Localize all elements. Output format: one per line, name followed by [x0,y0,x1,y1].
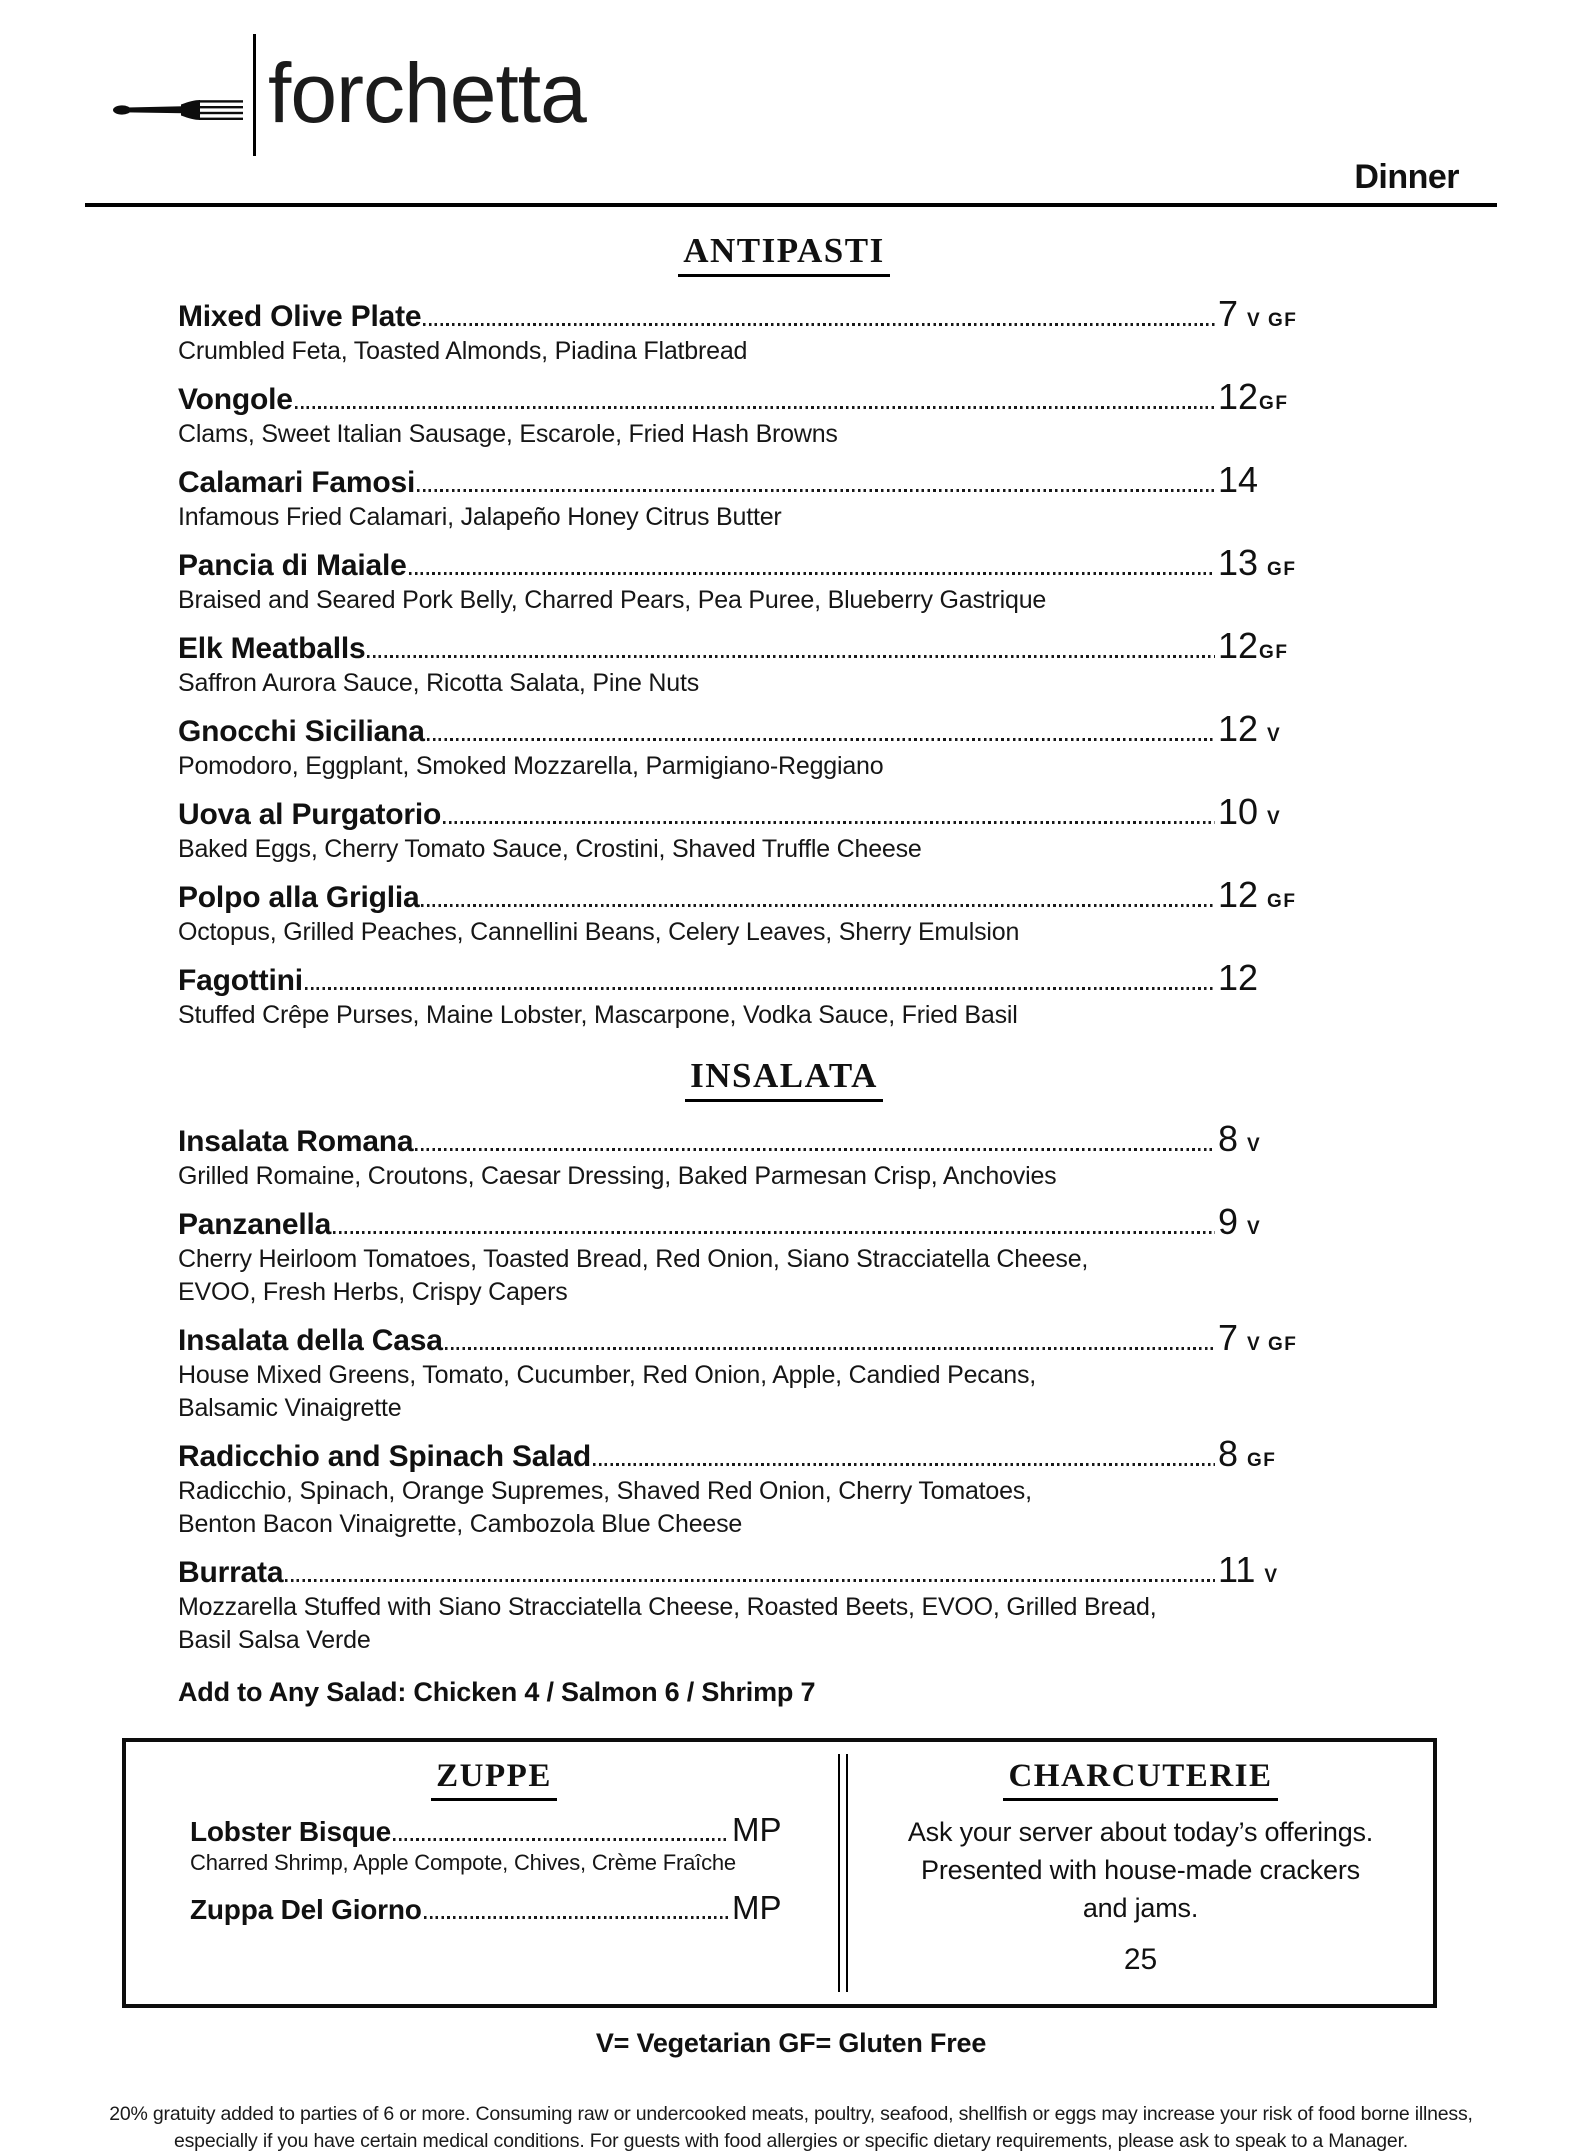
menu-item-name: Uova al Purgatorio [178,798,442,831]
menu-item-row [178,459,1330,501]
price-value: MP [732,1889,782,1926]
menu-item-row [178,708,1330,750]
description-line: Saffron Aurora Sauce, Ricotta Salata, Pine Nuts [178,669,699,697]
footer-disclaimer [0,2101,1582,2155]
menu-title: Dinner [1354,158,1459,196]
description-line: Pomodoro, Eggplant, Smoked Mozzarella, Parmigiano-Reggiano [178,752,884,780]
dietary-tags: V GF [1247,310,1298,331]
menu-item-description [178,1359,1330,1425]
description-line: Crumbled Feta, Toasted Almonds, Piadina Flatbread [178,337,748,365]
dietary-tags: V [1264,1566,1279,1587]
menu-item-description [178,916,1330,949]
menu-item-row [178,293,1330,335]
menu-item-row [178,957,1330,999]
menu-item-description [178,1475,1330,1541]
price-value: 9 [1218,1201,1239,1242]
menu-item-description [178,750,1330,783]
dietary-tags: GF [1247,1450,1277,1471]
price-value: MP [732,1811,782,1848]
menu-item-row [190,1889,798,1927]
menu-item [178,708,1330,783]
section-heading-text: ANTIPASTI [678,231,890,277]
dotted-leader [593,1463,1215,1466]
dotted-leader [424,1916,729,1919]
menu-item [178,376,1330,451]
zuppe-items [190,1811,798,1927]
description-line: Benton Bacon Vinaigrette, Cambozola Blue Cheese [178,1510,743,1538]
dotted-leader [333,1231,1215,1234]
menu-item-description [178,1591,1330,1657]
menu-item-name: Insalata Romana [178,1125,414,1158]
logo-divider [253,34,256,156]
zuppe-heading-text: ZUPPE [431,1758,557,1801]
menu-item-price [1218,1549,1330,1591]
menu-item-row [178,874,1330,916]
brand-name: forchetta [268,46,586,140]
description-line: Grilled Romaine, Croutons, Caesar Dressing, Baked Parmesan Crisp, Anchovies [178,1162,1057,1190]
zuppe-section [126,1742,838,2004]
dietary-tags: V [1267,808,1282,829]
menu-item [178,1201,1330,1309]
menu-item-price [1218,293,1330,335]
description-line: Octopus, Grilled Peaches, Cannellini Beans, Celery Leaves, Sherry Emulsion [178,918,1020,946]
description-line: Braised and Seared Pork Belly, Charred Pears, Pea Puree, Blueberry Gastrique [178,586,1047,614]
description-line: EVOO, Fresh Herbs, Crispy Capers [178,1278,568,1306]
menu-item [178,293,1330,368]
description-line: Charred Shrimp, Apple Compote, Chives, Crème Fraîche [190,1850,736,1875]
menu-item [190,1889,798,1927]
price-value: 8 [1218,1118,1239,1159]
charcuterie-heading-text: CHARCUTERIE [1003,1758,1277,1801]
charcuterie-line: Presented with house-made crackers [921,1855,1360,1885]
section-heading-text: INSALATA [685,1056,883,1102]
menu-item-name: Pancia di Maiale [178,549,407,582]
charcuterie-section [848,1742,1433,2004]
section-items [178,293,1330,1032]
menu-item-price [1218,708,1330,750]
menu-item-description [178,833,1330,866]
menu-item-name: Zuppa Del Giorno [190,1894,422,1925]
price-value: 7 [1218,293,1239,334]
charcuterie-line: Ask your server about today’s offerings. [907,1817,1374,1847]
menu-item-description [178,1243,1330,1309]
menu-item-price [1218,957,1330,999]
footer-line: especially if you have certain medical conditions. For guests with food allergies or specific dietary requirements, please ask to speak to a Manager. [173,2130,1408,2152]
description-line: Stuffed Crêpe Purses, Maine Lobster, Mascarpone, Vodka Sauce, Fried Basil [178,1001,1018,1029]
menu-item-row [178,1549,1330,1591]
box-divider [838,1754,848,1992]
menu-item-name: Lobster Bisque [190,1816,392,1847]
menu-item-price [1218,791,1330,833]
menu-item-name: Burrata [178,1556,284,1589]
price-value: 14 [1218,459,1259,500]
description-line: House Mixed Greens, Tomato, Cucumber, Red Onion, Apple, Candied Pecans, [178,1361,1037,1389]
description-line: Infamous Fried Calamari, Jalapeño Honey Citrus Butter [178,503,782,531]
menu-item-price [1218,874,1330,916]
menu-item-name: Calamari Famosi [178,466,416,499]
menu-item-price [1218,459,1330,501]
description-line: Clams, Sweet Italian Sausage, Escarole, Fried Hash Browns [178,420,838,448]
dotted-leader [421,904,1215,907]
fork-icon [113,89,245,129]
description-line: Balsamic Vinaigrette [178,1394,402,1422]
menu-item [178,874,1330,949]
dietary-tags: V GF [1247,1334,1298,1355]
dotted-leader [409,572,1215,575]
header [85,0,1497,207]
menu-item-name: Elk Meatballs [178,632,366,665]
menu-section [178,231,1330,1032]
menu-item-price [732,1811,798,1849]
menu-item [178,1118,1330,1193]
charcuterie-heading [882,1758,1399,1801]
price-value: 10 [1218,791,1259,832]
menu-item-name: Panzanella [178,1208,332,1241]
menu-item-description [178,667,1330,700]
price-value: 12 [1218,874,1259,915]
menu-item [178,542,1330,617]
menu-item-name: Fagottini [178,964,303,997]
dietary-tags: GF [1259,393,1289,414]
section-items [178,1118,1330,1657]
menu-item-description [178,501,1330,534]
menu-item-price [732,1889,798,1927]
dietary-legend: V= Vegetarian GF= Gluten Free [595,2028,987,2058]
section-heading [208,231,1360,277]
menu-item-row [178,791,1330,833]
menu-item-name: Vongole [178,383,293,416]
dietary-tags: GF [1267,891,1297,912]
price-value: 11 [1218,1549,1256,1590]
menu-item [190,1811,798,1877]
dotted-leader [305,987,1215,990]
dotted-leader [367,655,1215,658]
menu-item [178,1433,1330,1541]
dietary-tags: GF [1259,642,1289,663]
dotted-leader [417,489,1215,492]
charcuterie-description [882,1813,1399,1927]
dietary-tags: V [1267,725,1282,746]
menu-section [178,1056,1330,1708]
dotted-leader [427,738,1215,741]
description-line: Mozzarella Stuffed with Siano Stracciatella Cheese, Roasted Beets, EVOO, Grilled Bread, [178,1593,1157,1621]
menu-item [178,459,1330,534]
menu-item-row [190,1811,798,1849]
menu-item [178,1549,1330,1657]
menu-item-description [190,1849,798,1877]
menu-item [178,791,1330,866]
description-line: Cherry Heirloom Tomatoes, Toasted Bread, Red Onion, Siano Stracciatella Cheese, [178,1245,1089,1273]
dietary-tags: GF [1267,559,1297,580]
menu-item-description [178,584,1330,617]
menu-item-price [1218,1201,1330,1243]
charcuterie-line: and jams. [1082,1893,1199,1923]
menu-item [178,957,1330,1032]
price-value: 12 [1218,708,1259,749]
menu-item-row [178,625,1330,667]
description-line: Radicchio, Spinach, Orange Supremes, Shaved Red Onion, Cherry Tomatoes, [178,1477,1032,1505]
price-value: 12 [1218,376,1259,417]
menu-item-row [178,376,1330,418]
dietary-tags: V [1247,1135,1262,1156]
soup-charcuterie-box [122,1738,1437,2008]
footer-line: 20% gratuity added to parties of 6 or more. Consuming raw or undercooked meats, poultry, seafood, shellfish or eggs may increase your risk of food borne illness, [109,2103,1473,2125]
price-value: 12 [1218,625,1259,666]
menu-item-price [1218,542,1330,584]
menu-sections [178,231,1330,1708]
menu-item-description [178,335,1330,368]
menu-item [178,1317,1330,1425]
menu-item-row [178,1118,1330,1160]
menu-item-name: Insalata della Casa [178,1324,443,1357]
dietary-tags: V [1247,1218,1262,1239]
menu-item-price [1218,1433,1330,1475]
menu-item-price [1218,1118,1330,1160]
menu-item-row [178,1317,1330,1359]
section-heading [208,1056,1360,1102]
dotted-leader [443,821,1215,824]
menu-item-description [178,1160,1330,1193]
menu-item-name: Radicchio and Spinach Salad [178,1440,592,1473]
menu-item-price [1218,376,1330,418]
menu-item-row [178,1201,1330,1243]
price-value: 12 [1218,957,1259,998]
menu-item [178,625,1330,700]
menu-item-name: Mixed Olive Plate [178,300,422,333]
menu-item-row [178,1433,1330,1475]
price-value: 8 [1218,1433,1239,1474]
section-note: Add to Any Salad: Chicken 4 / Salmon 6 / Shrimp 7 [178,1677,816,1707]
menu-item-name: Polpo alla Griglia [178,881,420,914]
menu-item-row [178,542,1330,584]
dotted-leader [445,1347,1215,1350]
menu-item-price [1218,1317,1330,1359]
description-line: Basil Salsa Verde [178,1626,371,1654]
dotted-leader [295,406,1215,409]
charcuterie-price: 25 [1123,1943,1158,1976]
dotted-leader [393,1838,729,1841]
dotted-leader [423,323,1215,326]
menu-item-description [178,999,1330,1032]
menu-item-name: Gnocchi Siciliana [178,715,425,748]
description-line: Baked Eggs, Cherry Tomato Sauce, Crostini, Shaved Truffle Cheese [178,835,922,863]
dotted-leader [415,1148,1215,1151]
restaurant-logo [113,34,1497,156]
price-value: 13 [1218,542,1259,583]
dotted-leader [285,1579,1215,1582]
zuppe-heading [190,1758,798,1801]
menu-item-description [178,418,1330,451]
price-value: 7 [1218,1317,1239,1358]
menu-item-price [1218,625,1330,667]
